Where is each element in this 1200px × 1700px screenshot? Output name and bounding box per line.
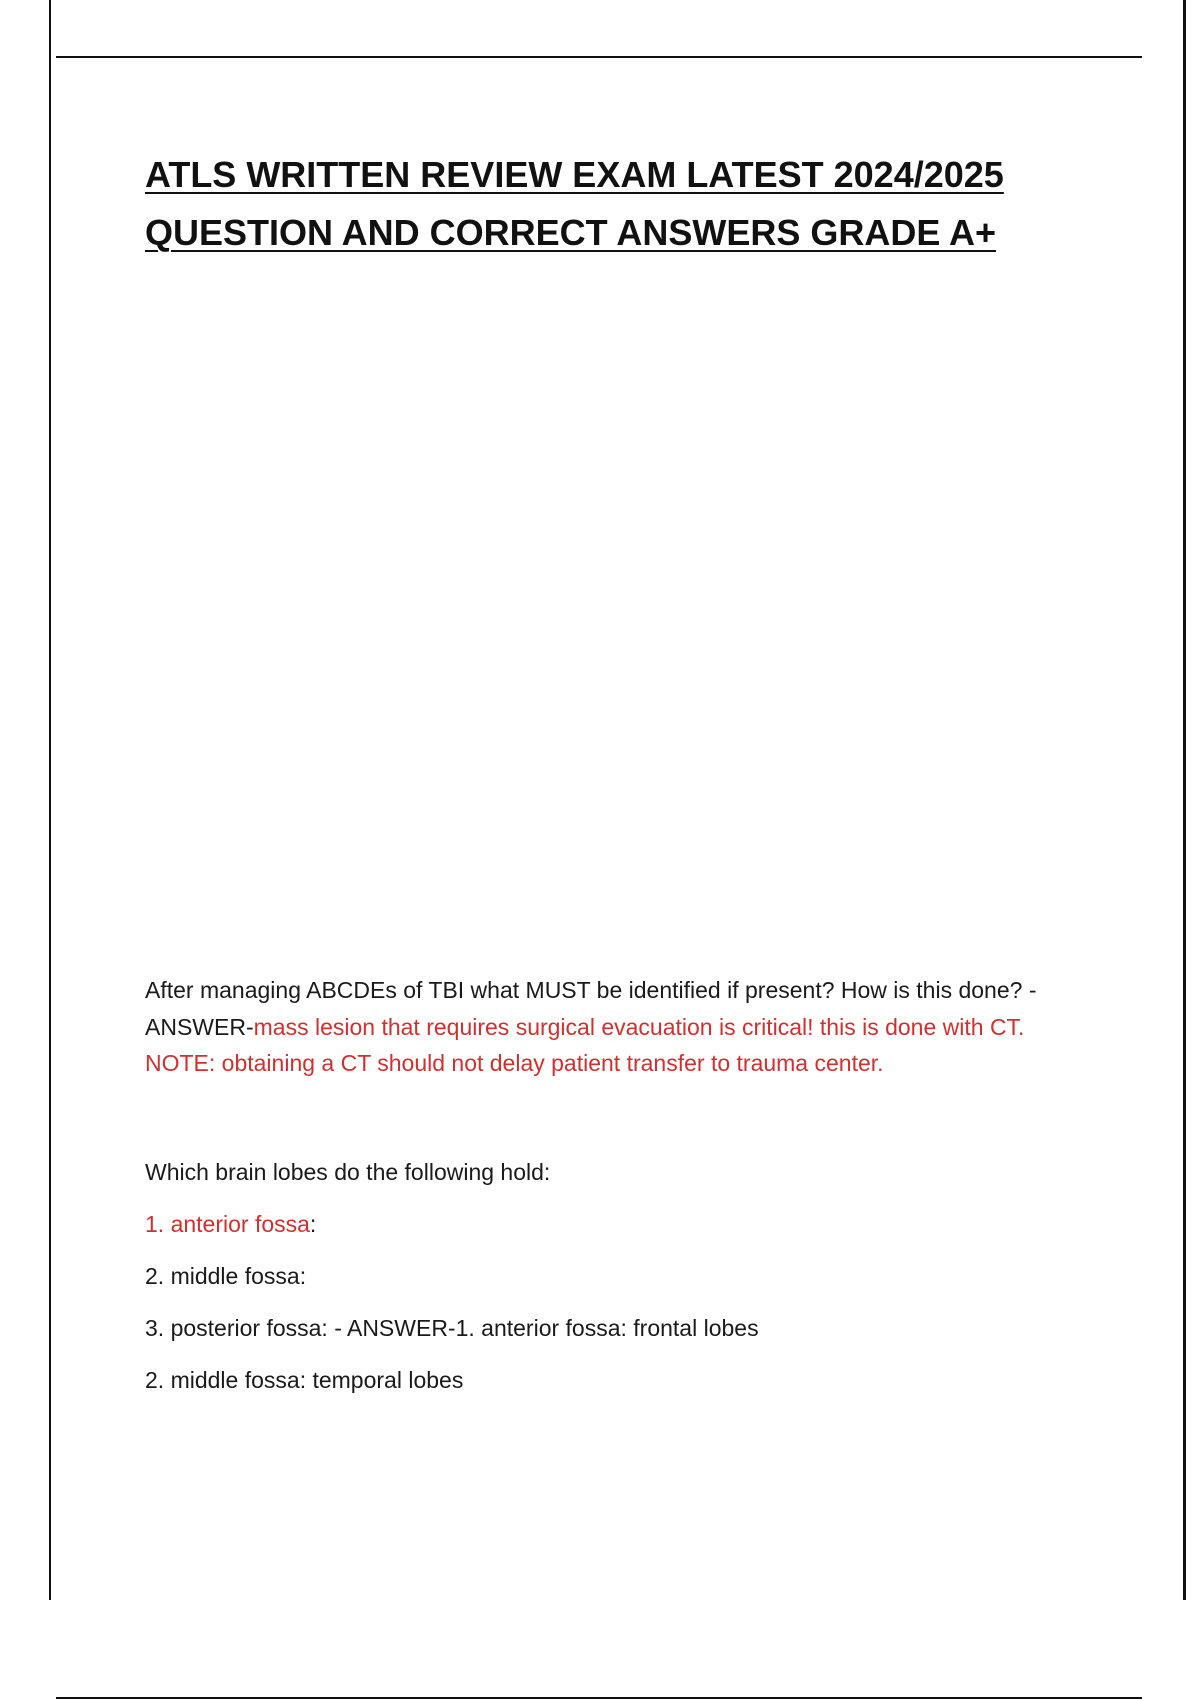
title-line-1: ATLS WRITTEN REVIEW EXAM LATEST 2024/2025 xyxy=(145,154,1004,195)
question-2-item-1-label: 1. anterior fossa xyxy=(145,1210,310,1237)
question-2-item-1 xyxy=(145,1206,1065,1242)
question-block-1 xyxy=(145,972,1065,1082)
question-2-item-1-colon: : xyxy=(309,1210,317,1237)
page-bottom-rule xyxy=(56,1697,1142,1699)
answer-1-text: mass lesion that requires surgical evacuation is critical! this is done with CT. NOTE: obtaining a CT should not delay patient transfer to trauma center. xyxy=(145,1013,1025,1076)
document-body xyxy=(145,972,1065,1414)
question-1-paragraph xyxy=(145,972,1065,1082)
page-top-rule xyxy=(56,56,1142,58)
answer-2-line-2: 2. middle fossa: temporal lobes xyxy=(145,1366,464,1393)
question-1-text: After managing ABCDEs of TBI what MUST be identified if present? How is this done? - ANSWER- xyxy=(145,977,1037,1040)
question-block-2 xyxy=(145,1154,1065,1398)
title-line-2: QUESTION AND CORRECT ANSWERS GRADE A+ xyxy=(145,212,997,253)
page-border-left xyxy=(49,0,51,1600)
document-title xyxy=(145,146,1065,262)
question-2-text: Which brain lobes do the following hold: xyxy=(145,1158,551,1185)
question-2-item-2: 2. middle fossa: xyxy=(145,1262,307,1289)
page-border-right xyxy=(1183,0,1186,1600)
question-2-item-3-with-answer: 3. posterior fossa: - ANSWER-1. anterior fossa: frontal lobes xyxy=(145,1314,759,1341)
